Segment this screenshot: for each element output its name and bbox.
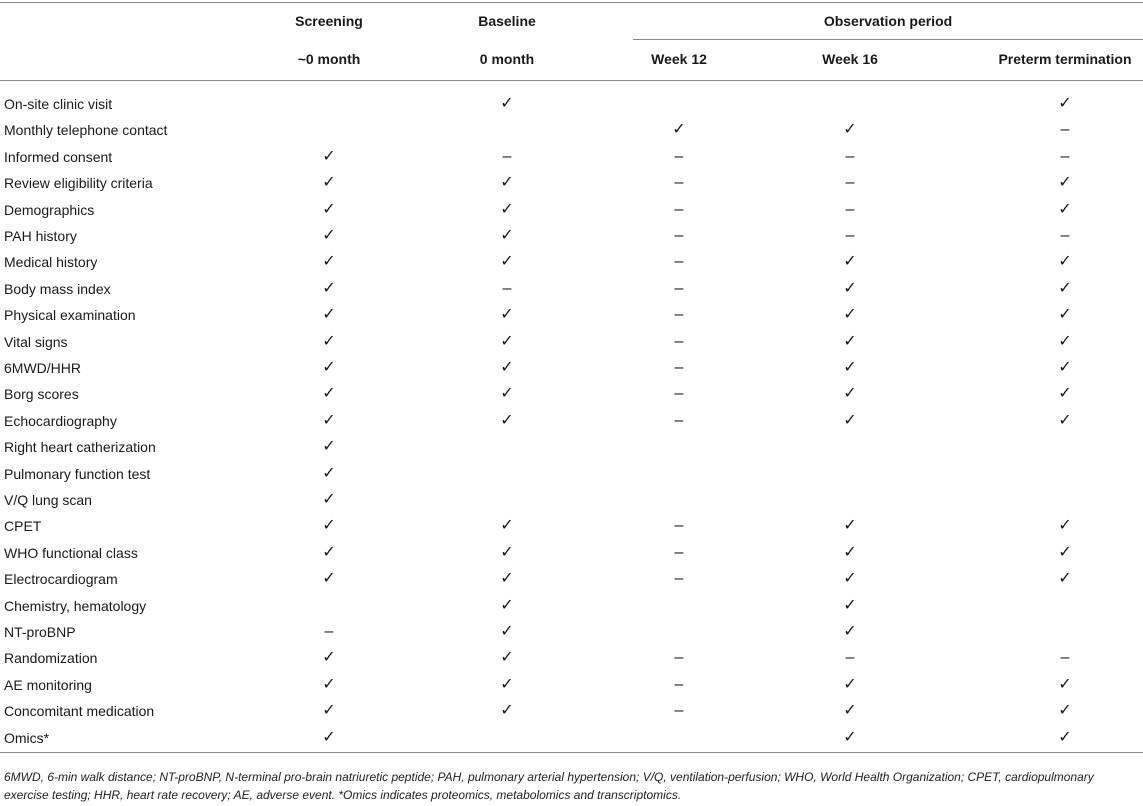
row-label: Omics* (4, 729, 50, 746)
table-row (0, 593, 1143, 619)
cell-preterm: ✓ (1058, 279, 1072, 297)
cell-screening: – (324, 623, 334, 640)
cell-preterm: ✓ (1058, 543, 1072, 561)
cell-preterm: ✓ (1058, 306, 1072, 324)
cell-preterm: ✓ (1058, 570, 1072, 588)
cell-preterm: ✓ (1058, 385, 1072, 403)
cell-preterm: – (1060, 147, 1070, 165)
cell-week-16: ✓ (843, 675, 857, 693)
cell-screening: ✓ (322, 147, 336, 165)
row-label: Physical examination (4, 307, 136, 324)
table-row (0, 223, 1143, 249)
cell-baseline: ✓ (500, 702, 514, 720)
cell-preterm: – (1060, 227, 1070, 244)
row-label: WHO functional class (4, 544, 138, 561)
row-label: Medical history (4, 254, 98, 271)
row-label: AE monitoring (4, 676, 92, 693)
table-row (0, 434, 1143, 460)
row-label: Pulmonary function test (4, 465, 151, 482)
cell-week-12: – (674, 702, 684, 720)
table-row (0, 117, 1143, 143)
table-row (0, 513, 1143, 539)
row-label: Echocardiography (4, 412, 117, 429)
row-label: Informed consent (4, 148, 113, 165)
row-label: Randomization (4, 650, 98, 667)
cell-screening: ✓ (322, 332, 336, 350)
header-preterm-termination: Preterm termination (998, 51, 1132, 67)
table-row (0, 566, 1143, 592)
row-label: Electrocardiogram (4, 571, 118, 588)
cell-preterm: – (1060, 649, 1070, 667)
table-row (0, 249, 1143, 275)
row-label: Monthly telephone contact (4, 122, 168, 139)
cell-week-12: – (674, 200, 684, 218)
row-label: Vital signs (4, 333, 68, 350)
cell-baseline: ✓ (500, 517, 514, 535)
cell-week-16: ✓ (843, 253, 857, 271)
cell-week-16: ✓ (843, 728, 857, 746)
cell-screening: ✓ (322, 728, 336, 746)
header-baseline: Baseline (478, 13, 536, 29)
header-baseline-time: 0 month (479, 51, 535, 67)
cell-baseline: ✓ (500, 95, 514, 112)
cell-week-16: ✓ (843, 623, 857, 640)
row-label: On-site clinic visit (4, 96, 113, 112)
cell-preterm: ✓ (1058, 95, 1072, 112)
cell-baseline: – (502, 147, 512, 165)
cell-week-12: – (674, 359, 684, 376)
cell-week-12: – (674, 174, 684, 192)
cell-preterm: ✓ (1058, 174, 1072, 192)
table-row (0, 144, 1143, 170)
cell-screening: ✓ (322, 227, 336, 244)
table-row (0, 355, 1143, 381)
cell-week-12: – (674, 570, 684, 588)
cell-baseline: ✓ (500, 306, 514, 324)
cell-screening: ✓ (322, 543, 336, 561)
cell-screening: ✓ (322, 253, 336, 271)
cell-baseline: ✓ (500, 200, 514, 218)
cell-baseline: ✓ (500, 174, 514, 192)
cell-screening: ✓ (322, 200, 336, 218)
cell-week-12: – (674, 279, 684, 297)
header-screening-time: ~0 month (297, 51, 361, 67)
cell-preterm: ✓ (1058, 411, 1072, 429)
table-row (0, 170, 1143, 196)
row-label: PAH history (4, 228, 77, 244)
cell-week-12: – (674, 649, 684, 667)
cell-screening: ✓ (322, 517, 336, 535)
header-screening: Screening (295, 13, 363, 29)
cell-screening: ✓ (322, 570, 336, 588)
cell-preterm: – (1060, 121, 1070, 139)
observation-subrule (633, 39, 1143, 40)
row-label: 6MWD/HHR (4, 360, 81, 376)
header-observation-period: Observation period (823, 13, 953, 29)
cell-baseline: ✓ (500, 359, 514, 376)
row-label: V/Q lung scan (4, 492, 92, 508)
table-row (0, 408, 1143, 434)
row-label: Body mass index (4, 280, 111, 297)
cell-week-16: ✓ (843, 385, 857, 403)
cell-baseline: ✓ (500, 227, 514, 244)
cell-baseline: ✓ (500, 675, 514, 693)
cell-week-12: – (674, 332, 684, 350)
cell-week-12: – (674, 147, 684, 165)
row-label: CPET (4, 518, 42, 535)
row-label: Demographics (4, 201, 95, 218)
cell-week-16: – (845, 200, 855, 218)
cell-week-16: ✓ (843, 543, 857, 561)
cell-screening: ✓ (322, 306, 336, 324)
cell-screening: ✓ (322, 702, 336, 720)
cell-preterm: ✓ (1058, 359, 1072, 376)
cell-week-12: – (674, 385, 684, 403)
cell-week-12: – (674, 227, 684, 244)
cell-week-12: – (674, 411, 684, 429)
row-label: Chemistry, hematology (4, 597, 147, 614)
header-week-16: Week 16 (822, 51, 878, 67)
cell-baseline: ✓ (500, 623, 514, 640)
cell-screening: ✓ (322, 279, 336, 297)
table-row (0, 91, 1143, 117)
cell-week-12: – (674, 517, 684, 535)
table-row (0, 672, 1143, 698)
table-row (0, 461, 1143, 487)
cell-baseline: ✓ (500, 332, 514, 350)
table-footnote: 6MWD, 6-min walk distance; NT-proBNP, N-terminal pro-brain natriuretic peptide; PAH, pulmonary arterial hypertension; V/Q, ventilation-perfusion; WHO, World Health Organization; CPET, cardiopulmonary exercise testing; HHR, heart rate recovery; AE, adverse event. *Omics indicates proteomics, metabolomics and transcriptomics. (4, 770, 1094, 802)
cell-week-16: – (845, 147, 855, 165)
cell-week-16: ✓ (843, 596, 857, 614)
bottom-rule (0, 752, 1143, 753)
cell-week-12: ✓ (672, 121, 686, 139)
cell-screening: ✓ (322, 174, 336, 192)
row-label: Right heart catherization (4, 439, 156, 456)
cell-week-16: – (845, 227, 855, 244)
cell-week-12: – (674, 543, 684, 561)
row-label: Concomitant medication (4, 703, 155, 720)
cell-baseline: ✓ (500, 385, 514, 403)
cell-preterm: ✓ (1058, 332, 1072, 350)
cell-preterm: ✓ (1058, 253, 1072, 271)
table-row (0, 329, 1143, 355)
table-row (0, 725, 1143, 751)
table-row (0, 302, 1143, 328)
cell-baseline: ✓ (500, 543, 514, 561)
cell-baseline: ✓ (500, 253, 514, 271)
cell-week-16: ✓ (843, 570, 857, 588)
cell-screening: ✓ (322, 411, 336, 429)
cell-baseline: ✓ (500, 570, 514, 588)
cell-screening: ✓ (322, 385, 336, 403)
table-row (0, 619, 1143, 645)
top-rule (0, 2, 1143, 3)
cell-week-16: ✓ (843, 279, 857, 297)
table-row (0, 698, 1143, 724)
cell-screening: ✓ (322, 438, 336, 456)
cell-week-16: – (845, 174, 855, 192)
table-row (0, 540, 1143, 566)
cell-baseline: ✓ (500, 596, 514, 614)
cell-week-16: ✓ (843, 702, 857, 720)
cell-week-16: ✓ (843, 359, 857, 376)
row-label: NT-proBNP (4, 624, 76, 640)
cell-baseline: ✓ (500, 649, 514, 667)
cell-week-12: – (674, 306, 684, 324)
cell-week-16: ✓ (843, 411, 857, 429)
cell-week-12: – (674, 675, 684, 693)
table-row (0, 645, 1143, 671)
cell-preterm: ✓ (1058, 200, 1072, 218)
cell-preterm: ✓ (1058, 517, 1072, 535)
cell-screening: ✓ (322, 649, 336, 667)
cell-screening: ✓ (322, 675, 336, 693)
row-label: Borg scores (4, 386, 79, 403)
cell-screening: ✓ (322, 491, 336, 508)
cell-week-16: – (845, 649, 855, 667)
cell-week-16: ✓ (843, 517, 857, 535)
cell-week-16: ✓ (843, 332, 857, 350)
cell-week-16: ✓ (843, 121, 857, 139)
table-row (0, 487, 1143, 513)
cell-baseline: – (502, 279, 512, 297)
cell-preterm: ✓ (1058, 675, 1072, 693)
cell-screening: ✓ (322, 464, 336, 482)
header-week-12: Week 12 (651, 51, 707, 67)
cell-baseline: ✓ (500, 411, 514, 429)
table-row (0, 197, 1143, 223)
header-rule (0, 80, 1143, 81)
table-row (0, 276, 1143, 302)
cell-preterm: ✓ (1058, 702, 1072, 720)
cell-screening: ✓ (322, 359, 336, 376)
cell-preterm: ✓ (1058, 728, 1072, 746)
table-row (0, 381, 1143, 407)
cell-week-16: ✓ (843, 306, 857, 324)
row-label: Review eligibility criteria (4, 175, 153, 192)
cell-week-12: – (674, 253, 684, 271)
